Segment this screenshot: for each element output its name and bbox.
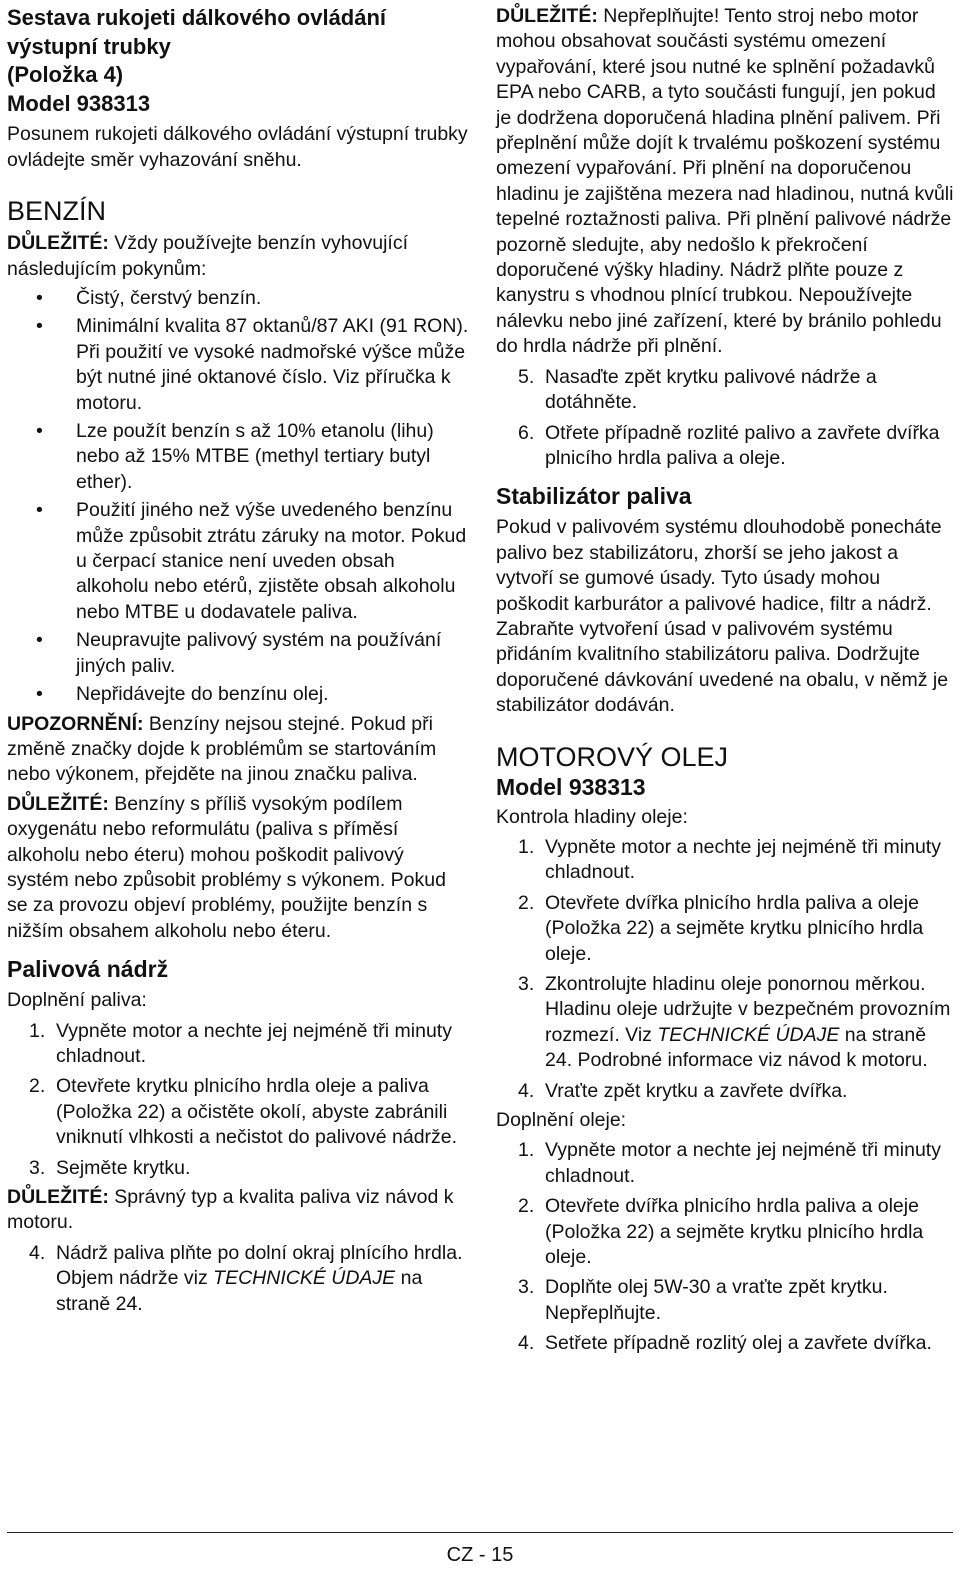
step-text: Doplňte olej 5W-30 a vraťte zpět krytku. Nepřeplňujte. (545, 1276, 888, 1324)
step-number: 2. (518, 1195, 535, 1218)
important-text: Benzíny s příliš vysokým podílem oxygenátu nebo reformulátu (paliva s příměsí alkoholu nebo éteru) mohou poškodit palivový systém nebo způsobit problémy s výkonem. Pokud se za provozu objeví problémy, použijte benzín s nižším obsahem alkoholu nebo éteru. (7, 792, 446, 942)
section-title-engine-oil: MOTOROVÝ OLEJ (496, 741, 729, 772)
important-text: Správný typ a kvalita paliva viz návod k motoru. (7, 1186, 454, 1234)
left-column (7, 4, 469, 1317)
list-item (518, 1275, 954, 1326)
step-number: 2. (518, 891, 535, 914)
step-text: Otevřete dvířka plnicího hrdla paliva a oleje (Položka 22) a sejměte krytku plnicího hrdla oleje. (545, 1195, 924, 1269)
technical-data-reference: TECHNICKÉ ÚDAJE (657, 1023, 840, 1046)
step-text: Otřete případně rozlité palivo a zavřete dvířka plnicího hrdla paliva a oleje. (545, 421, 940, 469)
heading-line: (Položka 4) (7, 62, 124, 88)
important-label: DŮLEŽITÉ: (7, 1186, 109, 1208)
step-text: Vypněte motor a nechte jej nejméně tři minuty chladnout. (545, 1139, 941, 1187)
step-text: Nasaďte zpět krytku palivové nádrže a dotáhněte. (545, 365, 877, 414)
step-text: Vraťte zpět krytku a zavřete dvířka. (545, 1079, 848, 1102)
list-item: • Neupravujte palivový systém na používání jiných paliv. (76, 628, 469, 679)
list-item: • Nepřidávejte do benzínu olej. (76, 682, 469, 707)
step-number: 2. (29, 1075, 46, 1098)
page-number: CZ - 15 (446, 1544, 514, 1566)
step-text: na straně 24. Podrobné informace viz návod k motoru. (545, 1023, 928, 1072)
step-text: Otevřete dvířka plnicího hrdla paliva a oleje (Položka 22) a sejměte krytku plnicího hrdla oleje. (545, 891, 924, 965)
oil-fill-steps (496, 1138, 954, 1356)
technical-data-reference: TECHNICKÉ ÚDAJE (213, 1267, 396, 1290)
heading-line: Sestava rukojeti dálkového ovládání (7, 5, 387, 30)
step-text: Nádrž paliva plňte po dolní okraj plnícího hrdla. Objem nádrže viz (56, 1241, 463, 1290)
important-note (7, 231, 469, 282)
list-item (29, 1074, 469, 1150)
step-number: 3. (518, 973, 535, 995)
step-number: 5. (518, 365, 535, 388)
list-item (518, 891, 954, 967)
important-note (7, 792, 469, 944)
important-text: Nepřeplňujte! Tento stroj nebo motor mohou obsahovat součásti systému omezení vypařování, které jsou nutné ke splnění požadavků EPA nebo CARB, a tyto součásti fungují, jen pokud je dodržena doporučená hladina plnění palivem. Při přeplnění může dojít k trvalému poškození systému omezení vypařování. Při plnění na doporučenou hladinu je zajištěna mezera nad hladinou, nutná kvůli tepelné roztažnosti paliva. Při plnění palivové nádrže pozorně sledujte, aby nedošlo k překročení doporučené výšky hladiny. Nádrž plňte pouze z kanystru s vhodnou plnící trubkou. Nepoužívejte nálevku nebo jiné zařízení, které by bránilo pohledu do hrdla nádrže při plnění. (496, 5, 954, 358)
important-note (496, 4, 954, 360)
list-item (518, 972, 954, 1074)
fuel-requirements-list (7, 286, 469, 708)
refuel-label: Doplnění paliva: (7, 989, 147, 1012)
refuel-steps-continued (7, 1241, 469, 1317)
important-label: DŮLEŽITÉ: (7, 792, 109, 815)
important-note (7, 1185, 469, 1236)
oil-fill-label: Doplnění oleje: (496, 1109, 627, 1132)
warning-text: Benzíny nejsou stejné. Pokud při změně značky dojde k problémům se startováním nebo výkonem, přejděte na jinou značku paliva. (7, 712, 437, 786)
step-number: 3. (29, 1156, 46, 1179)
step-number: 3. (518, 1276, 535, 1299)
list-item: • Minimální kvalita 87 oktanů/87 AKI (91 RON). Při použití ve vysoké nadmořské výšce může být nutné jiné oktanové číslo. Viz příručka k motoru. (76, 314, 469, 416)
oil-check-label: Kontrola hladiny oleje: (496, 805, 688, 828)
list-item (29, 1156, 469, 1181)
warning-label: UPOZORNĚNÍ: (7, 712, 144, 735)
step-number: 4. (518, 1079, 535, 1102)
section-title-fuel-stabilizer: Stabilizátor paliva (496, 483, 692, 510)
list-item (518, 1194, 954, 1270)
step-text: Setřete případně rozlitý olej a zavřete dvířka. (545, 1332, 932, 1355)
step-text: Zkontrolujte hladinu oleje ponornou měrkou. Hladinu oleje udržujte v bezpečném provozním rozmezí. Viz (545, 973, 951, 1046)
heading-line: Model 938313 (7, 90, 151, 116)
section-title-fuel-tank: Palivová nádrž (7, 956, 169, 983)
stabilizer-paragraph: Pokud v palivovém systému dlouhodobě ponecháte palivo bez stabilizátoru, zhorší se jeho jakost a vytvoří se gumové úsady. Tyto úsady mohou poškodit karburátor a palivové hadice, filtr a nádrž. Zabraňte vytvoření úsad v palivovém systému přidáním kvalitního stabilizátoru paliva. Dodržujte doporučené dávkování uvedené na obalu, v němž je stabilizátor dodáván. (496, 516, 949, 717)
refuel-steps (7, 1019, 469, 1181)
right-column (496, 4, 954, 1357)
warning-note (7, 712, 469, 788)
footer-divider (7, 1532, 953, 1533)
list-item (518, 835, 954, 886)
important-label: DŮLEŽITÉ: (496, 5, 598, 27)
step-text: Otevřete krytku plnicího hrdla oleje a paliva (Položka 22) a očistěte okolí, abyste zabránili vniknutí vlhkosti a nečistot do palivové nádrže. (56, 1075, 458, 1149)
list-item: • Čistý, čerstvý benzín. (76, 286, 469, 311)
list-item (518, 421, 954, 472)
list-item (518, 365, 954, 416)
refuel-steps-final (496, 365, 954, 472)
model-label: Model 938313 (496, 773, 646, 800)
step-text: Vypněte motor a nechte jej nejméně tři minuty chladnout. (545, 835, 941, 884)
list-item (518, 1079, 954, 1104)
step-number: 1. (29, 1019, 46, 1042)
list-item: • Použití jiného než výše uvedeného benzínu může způsobit ztrátu záruky na motor. Pokud u čerpací stanice není uveden obsah alkoholu nebo etérů, zjistěte obsah alkoholu nebo MTBE u dodavatele paliva. (76, 498, 469, 625)
list-item (518, 1331, 954, 1356)
section-title-benzin: BENZÍN (7, 196, 107, 227)
step-text: Vypněte motor a nechte jej nejméně tři minuty chladnout. (56, 1019, 452, 1067)
important-label: DŮLEŽITÉ: (7, 232, 109, 255)
step-number: 4. (518, 1332, 535, 1355)
heading-line: výstupní trubky (7, 33, 171, 59)
list-item (29, 1241, 469, 1317)
list-item: • Lze použít benzín s až 10% etanolu (lihu) nebo až 15% MTBE (methyl tertiary butyl ether). (76, 419, 469, 495)
step-number: 1. (518, 1139, 535, 1162)
list-item (518, 1138, 954, 1189)
oil-check-steps (496, 835, 954, 1104)
list-item (29, 1019, 469, 1070)
step-text: Sejměte krytku. (56, 1156, 191, 1179)
step-number: 4. (29, 1241, 46, 1264)
important-text: Vždy používejte benzín vyhovující následujícím pokynům: (7, 232, 408, 280)
section-heading-remote-control (7, 4, 469, 118)
step-number: 1. (518, 835, 535, 858)
step-number: 6. (518, 421, 535, 444)
step-text: na straně 24. (56, 1267, 423, 1315)
intro-paragraph: Posunem rukojeti dálkového ovládání výstupní trubky ovládejte směr vyhazování sněhu. (7, 123, 468, 171)
